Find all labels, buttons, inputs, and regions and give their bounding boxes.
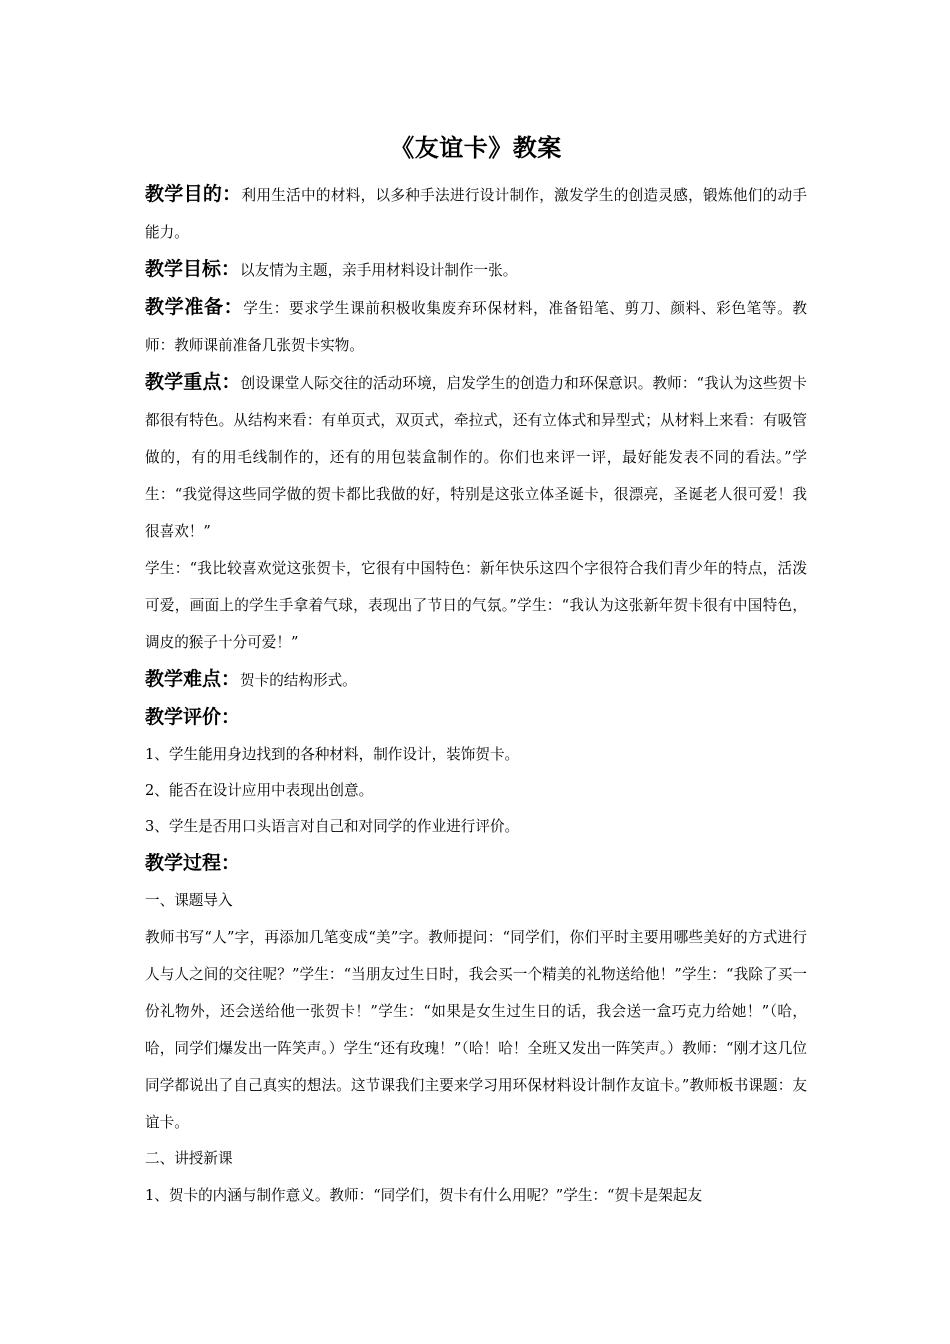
goal-label: 教学目标：: [145, 258, 241, 280]
goal-text: 以友情为主题，亲手用材料设计制作一张。: [240, 262, 518, 279]
evaluation-item-2: 2、能否在设计应用中表现出创意。: [145, 782, 374, 799]
keypoint-label: 教学重点：: [145, 371, 241, 393]
preparation-paragraph: [145, 289, 807, 364]
document-title: 《友谊卡》教案: [390, 133, 562, 162]
process-heading-row: [145, 845, 807, 883]
evaluation-heading-row: [145, 699, 807, 737]
section1-text: 教师书写“人”字，再添加几笔变成“美”字。教师提问：“同学们，你们平时主要用哪些美好的方式进行人与人之间的交往呢？”学生：“当朋友过生日时，我会买一个精美的礼物送给他！”学生：“我除了买一份礼物外，还会送给他一张贺卡！”学生：“如果是女生过生日的话，我会送一盒巧克力给她！”（哈，哈，同学们爆发出一阵笑声。）学生“还有玫瑰！”（哈！哈！全班又发出一阵笑声。）教师：“刚才这几位同学都说出了自己真实的想法。这节课我们主要来学习用环保材料设计制作友谊卡。”教师板书课题：友谊卡。: [145, 929, 807, 1131]
section2-title: 二、讲授新课: [145, 1150, 233, 1167]
goal-paragraph: [145, 251, 807, 289]
preparation-label: 教学准备：: [145, 296, 244, 318]
difficulty-text: 贺卡的结构形式。: [240, 672, 357, 689]
process-label: 教学过程：: [145, 852, 241, 874]
preparation-text: 学生：要求学生课前积极收集废弃环保材料，准备铅笔、剪刀、颜料、彩色笔等。教师：教师课前准备几张贺卡实物。: [145, 300, 807, 354]
purpose-paragraph: [145, 176, 807, 251]
difficulty-label: 教学难点：: [145, 668, 241, 690]
section1-title: 一、课题导入: [145, 892, 233, 909]
document-body: [145, 128, 807, 1214]
keypoint-paragraph-2: 学生：“我比较喜欢觉这张贺卡，它很有中国特色：新年快乐这四个字很符合我们青少年的特点，活泼可爱，画面上的学生手拿着气球，表现出了节日的气氛。”学生：“我认为这张新年贺卡很有中国特色，调皮的猴子十分可爱！”: [145, 560, 807, 651]
evaluation-item-3: 3、学生是否用口头语言对自己和对同学的作业进行评价。: [145, 818, 520, 835]
keypoint-text: 创设课堂人际交往的活动环境，启发学生的创造力和环保意识。教师：“我认为这些贺卡都很有特色。从结构来看：有单页式，双页式，牵拉式，还有立体式和异型式；从材料上来看：有吸管做的，有的用毛线制作的，还有的用包装盒制作的。你们也来评一评，最好能发表不同的看法。”学生：“我觉得这些同学做的贺卡都比我做的好，特别是这张立体圣诞卡，很漂亮，圣诞老人很可爱！我很喜欢！”: [145, 375, 807, 540]
section2-text: 1、贺卡的内涵与制作意义。教师：“同学们，贺卡有什么用呢？”学生：“贺卡是架起友: [145, 1187, 703, 1204]
difficulty-paragraph: [145, 661, 807, 699]
purpose-label: 教学目的：: [145, 183, 242, 205]
evaluation-label: 教学评价：: [145, 706, 241, 728]
keypoint-paragraph: [145, 364, 807, 550]
purpose-text: 利用生活中的材料，以多种手法进行设计制作，激发学生的创造灵感，锻炼他们的动手能力。: [145, 187, 807, 241]
evaluation-item-1: 1、学生能用身边找到的各种材料，制作设计，装饰贺卡。: [145, 746, 520, 763]
